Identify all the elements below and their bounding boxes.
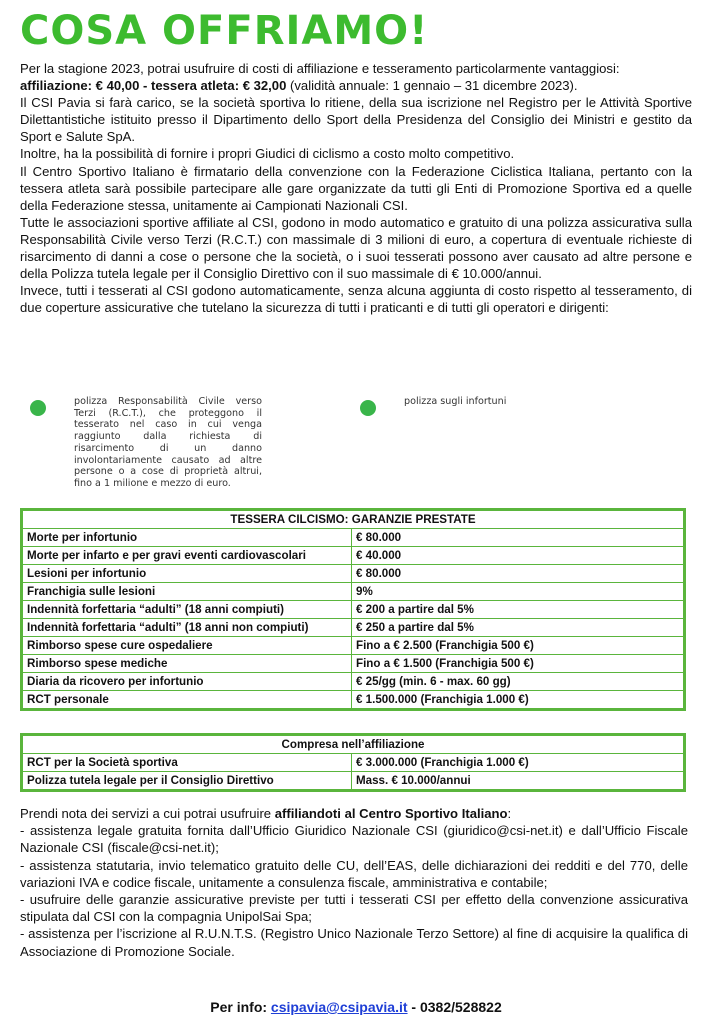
table-cell: Morte per infarto e per gravi eventi cardiovascolari [22, 547, 352, 565]
table-cell: Mass. € 10.000/annui [352, 772, 685, 791]
page-title: COSA OFFRIAMO! [20, 8, 429, 54]
table-cell: Indennità forfettaria “adulti” (18 anni non compiuti) [22, 619, 352, 637]
list-item: - usufruire delle garanzie assicurative previste per tutti i tesserati CSI per effetto della convenzione assicurativa stipulata dal CSI con la compagnia UnipolSai Spa; [20, 892, 688, 925]
intro-paragraph: Inoltre, ha la possibilità di fornire i propri Giudici di ciclismo a costo molto competitivo. [20, 146, 515, 162]
table-header: TESSERA CILCISMO: GARANZIE PRESTATE [22, 510, 685, 529]
services-lead-bold: affiliandoti al Centro Sportivo Italiano [274, 806, 508, 821]
table-cell: € 200 a partire dal 5% [352, 601, 685, 619]
table-row [22, 772, 685, 791]
pricing-bold: affiliazione: € 40,00 - tessera atleta: € 32,00 [20, 78, 287, 94]
table-row [22, 565, 685, 583]
services-lead-colon: : [507, 806, 512, 821]
table-header: Compresa nell’affiliazione [22, 735, 685, 754]
intro-paragraph: Il Centro Sportivo Italiano è firmatario della convenzione con la Federazione Ciclistica Italiana, pertanto con la tessera atleta sarà possibile partecipare alle gare organizzate da tutti gli Enti di Promozione Sportiva ed a quelle della Federazione stessa, unitamente ai Campionati Nazionali CSI. [20, 163, 692, 213]
table-cell: Morte per infortunio [22, 529, 352, 547]
table-cell: Rimborso spese cure ospedaliere [22, 637, 352, 655]
table-cell: RCT personale [22, 691, 352, 710]
guarantees-table [20, 508, 686, 711]
table-row [22, 529, 685, 547]
list-item: - assistenza statutaria, invio telematico gratuito delle CU, dell’EAS, delle dichiarazioni dei redditi e del 770, delle variazioni IVA e codice fiscale, unitamente a consulenza fiscale, amministrativa e contabile; [20, 857, 688, 890]
table-row [22, 619, 685, 637]
pricing-validity: (validità annuale: 1 gennaio – 31 dicembre 2023). [286, 78, 578, 94]
intro-paragraph: Invece, tutti i tesserati al CSI godono automaticamente, senza alcuna aggiunta di costo rispetto al tesseramento, di due coperture assicurative che tutelano la sicurezza di tutti i praticanti e di tutti gli operatori e dirigenti: [20, 283, 692, 316]
table-cell: € 80.000 [352, 565, 685, 583]
table-row [22, 547, 685, 565]
intro-paragraph: Tutte le associazioni sportive affiliate al CSI, godono in modo automatico e gratuito di una polizza assicurativa sulla Responsabilità Civile verso Terzi (R.C.T.) con massimale di 3 milioni di euro, a copertura di eventuale richieste di risarcimento di danni a cose o persone che la società, o i suoi tesserati possono aver causato ad altre persone e della Polizza tutela legale per il Consiglio Direttivo con il suo massimale di € 10.000/annui. [20, 214, 692, 282]
table-cell: 9% [352, 583, 685, 601]
list-item: - assistenza legale gratuita fornita dall’Ufficio Giuridico Nazionale CSI (giuridico@csi-net.it) e dall’Ufficio Fiscale Nazionale CSI (fiscale@csi-net.it); [20, 823, 688, 856]
table-row [22, 583, 685, 601]
table-cell: Fino a € 1.500 (Franchigia 500 €) [352, 655, 685, 673]
table-cell: Lesioni per infortunio [22, 565, 352, 583]
services-text [20, 805, 688, 960]
table-cell: € 1.500.000 (Franchigia 1.000 €) [352, 691, 685, 710]
table-cell: € 80.000 [352, 529, 685, 547]
table-cell: RCT per la Società sportiva [22, 754, 352, 772]
table-cell: € 25/gg (min. 6 - max. 60 gg) [352, 673, 685, 691]
table-cell: Diaria da ricovero per infortunio [22, 673, 352, 691]
pricing-line [20, 77, 692, 94]
green-dot-icon [360, 400, 376, 416]
coverage-list [20, 396, 580, 496]
services-lead [20, 805, 688, 822]
table-row [22, 691, 685, 710]
coverage-item-label: polizza Responsabilità Civile verso Terzi (R.C.T.), che proteggono il tesserato nel caso in cui venga raggiunto dalla richiesta di risarcimento di un danno involontariamente causato ad altre persone o a cose di proprietà altrui, fino a 1 milione e mezzo di euro. [74, 396, 262, 489]
coverage-item-rct [30, 396, 375, 490]
contact-footer [0, 999, 712, 1015]
coverage-item-label: polizza sugli infortuni [404, 396, 507, 407]
intro-paragraph: Per la stagione 2023, potrai usufruire di costi di affiliazione e tesseramento particolarmente vantaggiosi: [20, 61, 620, 76]
table-cell: € 3.000.000 (Franchigia 1.000 €) [352, 754, 685, 772]
phone-number: - 0382/528822 [407, 999, 502, 1015]
services-lead-text: Prendi nota dei servizi a cui potrai usufruire [20, 806, 275, 821]
table-row [22, 655, 685, 673]
coverage-item-injury [360, 396, 580, 416]
table-cell: € 40.000 [352, 547, 685, 565]
list-item: - assistenza per l’iscrizione al R.U.N.T.S. (Registro Unico Nazionale Terzo Settore) al fine di acquisire la qualifica di Associazione di Promozione Sociale. [20, 926, 688, 959]
intro-paragraph: Il CSI Pavia si farà carico, se la società sportiva lo ritiene, della sua iscrizione nel Registro per le Attività Sportive Dilettantistiche istituito presso il Dipartimento dello Sport della Presidenza del Consiglio dei Ministri e gestito da Sport e Salute SpA. [20, 95, 692, 145]
intro-text [20, 60, 692, 316]
email-link[interactable]: csipavia@csipavia.it [270, 999, 408, 1015]
table-cell: Indennità forfettaria “adulti” (18 anni compiuti) [22, 601, 352, 619]
green-dot-icon [30, 400, 46, 416]
affiliation-table [20, 733, 686, 792]
table-cell: Franchigia sulle lesioni [22, 583, 352, 601]
table-header-row [22, 735, 685, 754]
table-cell: Rimborso spese mediche [22, 655, 352, 673]
table-cell: Fino a € 2.500 (Franchigia 500 €) [352, 637, 685, 655]
table-cell: Polizza tutela legale per il Consiglio Direttivo [22, 772, 352, 791]
footer-label: Per info: [210, 999, 271, 1015]
table-row [22, 754, 685, 772]
table-row [22, 673, 685, 691]
table-header-row [22, 510, 685, 529]
table-row [22, 601, 685, 619]
table-cell: € 250 a partire dal 5% [352, 619, 685, 637]
table-row [22, 637, 685, 655]
